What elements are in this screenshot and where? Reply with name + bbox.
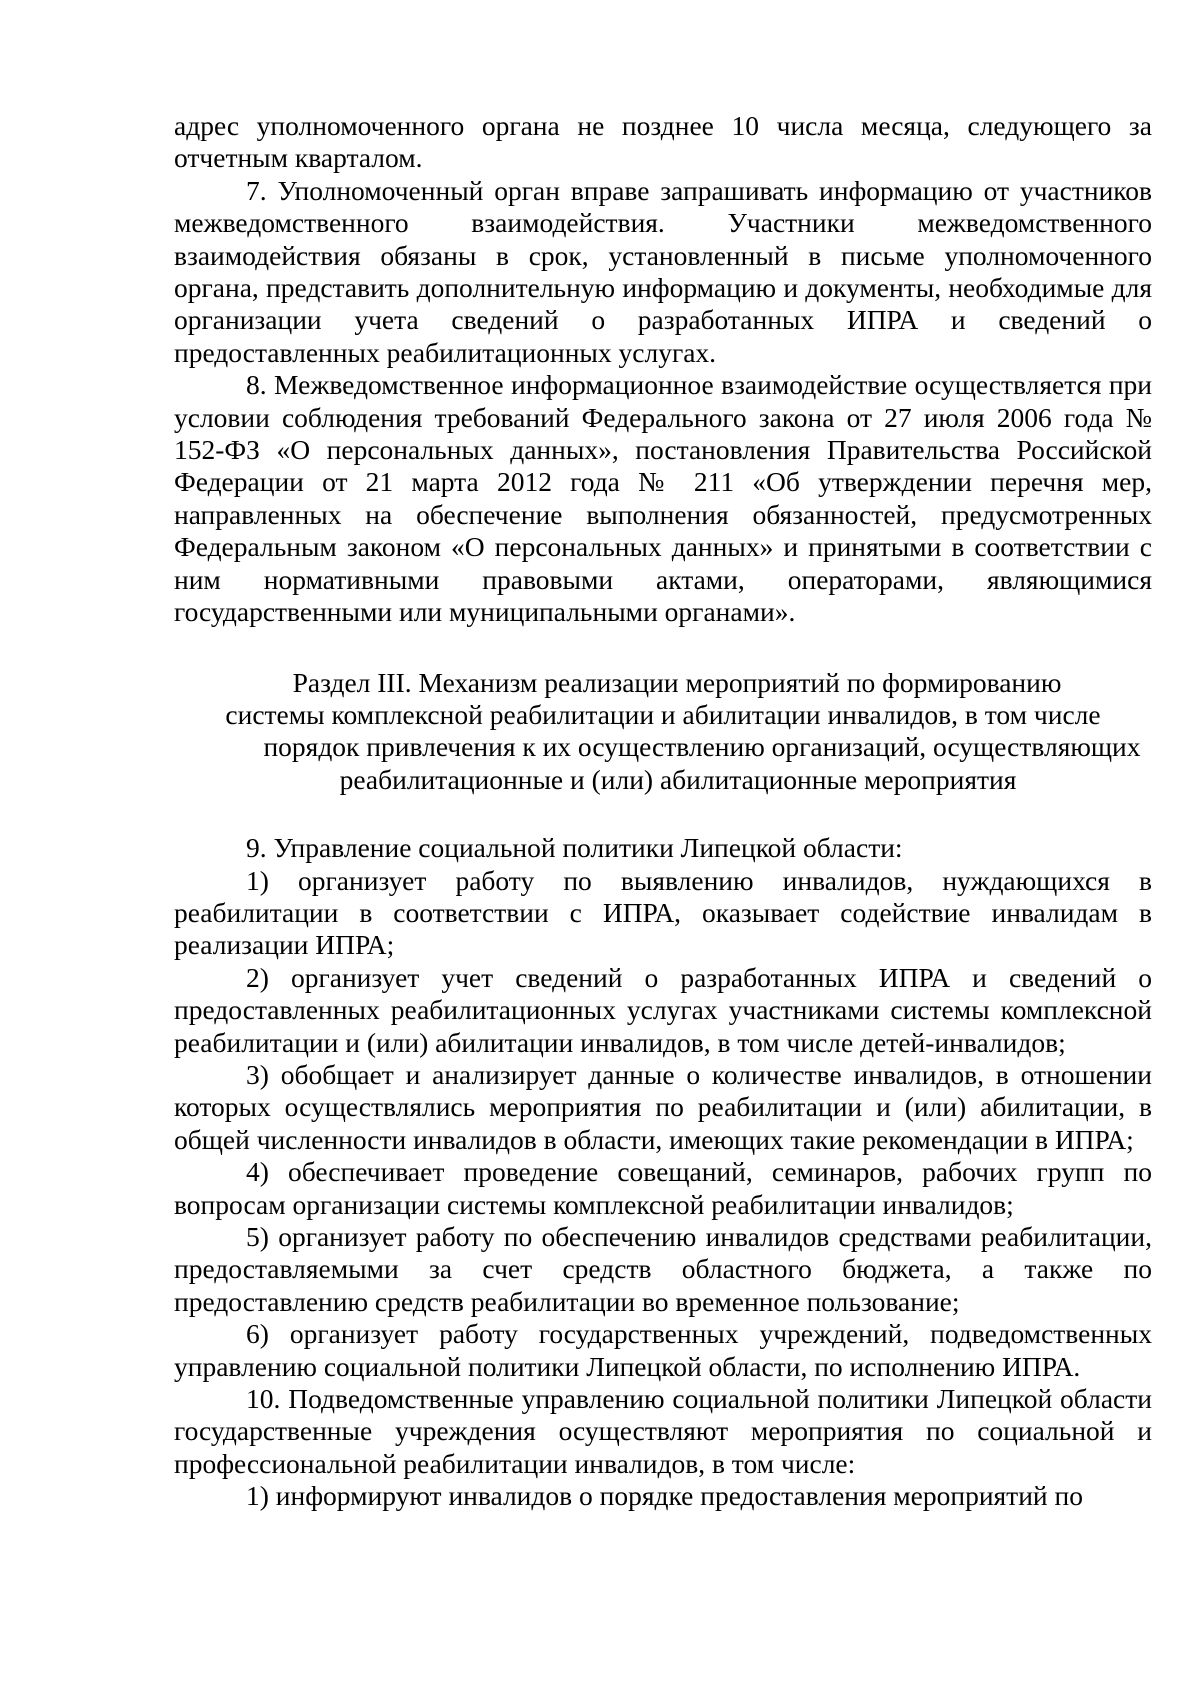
list-item-9-6: 6) организует работу государственных учреждений, подведомственных управлению социальной политики Липецкой области, по исполнению ИПРА.	[174, 1318, 1152, 1382]
paragraph-9: 9. Управление социальной политики Липецкой области:	[246, 832, 903, 864]
list-item-9-2: 2) организует учет сведений о разработанных ИПРА и сведений о предоставленных реабилитационных услугах участниками системы комплексной реабилитации и (или) абилитации инвалидов, в том числе детей-инвалидов;	[174, 961, 1152, 1058]
section-heading-line-3: порядок привлечения к их осуществлению организаций, осуществляющих	[263, 731, 1141, 763]
paragraph-7: 7. Уполномоченный орган вправе запрашивать информацию от участников межведомственного взаимодействия. Участники межведомственного взаимодействия обязаны в срок, установленный в письме уполномоченного органа, представить дополнительную информацию и документы, необходимые для организации учета сведений о разработанных ИПРА и сведений о предоставленных реабилитационных услугах.	[174, 174, 1152, 368]
list-item-9-1: 1) организует работу по выявлению инвалидов, нуждающихся в реабилитации в соответствии с ИПРА, оказывает содействие инвалидам в реализации ИПРА;	[174, 864, 1152, 961]
paragraph-continuation: адрес уполномоченного органа не позднее 10 числа месяца, следующего за отчетным кварталом.	[174, 110, 1152, 174]
list-item-9-3: 3) обобщает и анализирует данные о количестве инвалидов, в отношении которых осуществлялись мероприятия по реабилитации и (или) абилитации, в общей численности инвалидов в области, имеющих такие рекомендации в ИПРА;	[174, 1058, 1152, 1155]
document-page	[174, 110, 1152, 1513]
list-item-9-5: 5) организует работу по обеспечению инвалидов средствами реабилитации, предоставляемыми за счет средств областного бюджета, а также по предоставлению средств реабилитации во временное пользование;	[174, 1221, 1152, 1317]
list-item-9-4: 4) обеспечивает проведение совещаний, семинаров, рабочих групп по вопросам организации системы комплексной реабилитации инвалидов;	[174, 1156, 1152, 1220]
paragraph-10: 10. Подведомственные управлению социальной политики Липецкой области государственные учреждения осуществляют мероприятия по социальной и профессиональной реабилитации инвалидов, в том числе:	[174, 1383, 1152, 1479]
section-heading-line-4: реабилитационные и (или) абилитационные мероприятия	[339, 763, 1017, 795]
section-heading-line-2: системы комплексной реабилитации и абилитации инвалидов, в том числе	[225, 698, 1101, 730]
list-item-10-1: 1) информируют инвалидов о порядке предоставления мероприятий по	[246, 1480, 1083, 1512]
section-heading	[174, 667, 1152, 797]
section-heading-line-1: Раздел III. Механизм реализации мероприятий по формированию	[292, 666, 1062, 698]
paragraph-8: 8. Межведомственное информационное взаимодействие осуществляется при условии соблюдения требований Федерального закона от 27 июля 2006 года № 152-ФЗ «О персональных данных», постановления Правительства Российской Федерации от 21 марта 2012 года № 211 «Об утверждении перечня мер, направленных на обеспечение выполнения обязанностей, предусмотренных Федеральным законом «О персональных данных» и принятыми в соответствии с ним нормативными правовыми актами, операторами, являющимися государственными или муниципальными органами».	[174, 369, 1152, 628]
